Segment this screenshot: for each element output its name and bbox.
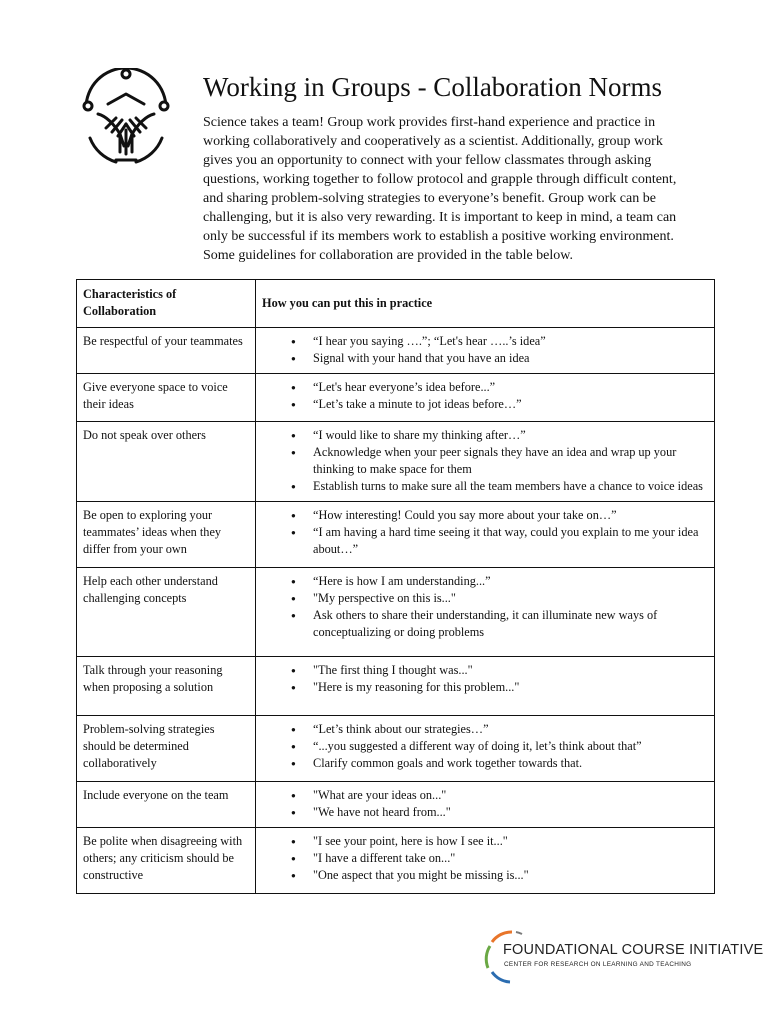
table-row xyxy=(77,716,715,782)
table-row xyxy=(77,374,715,422)
practice-item: ● "We have not heard from..." xyxy=(313,804,708,821)
practice-item: ● “Here is how I am understanding...” xyxy=(313,573,708,590)
practice-item: ● “Let’s think about our strategies…” xyxy=(313,721,708,738)
characteristic-cell: Help each other understand challenging concepts xyxy=(77,568,256,657)
practice-item: ● "The first thing I thought was..." xyxy=(313,662,708,679)
practice-item: ● “I am having a hard time seeing it that way, could you explain to me your idea about…” xyxy=(313,524,708,558)
table-row xyxy=(77,828,715,894)
intro-paragraph: Science takes a team! Group work provides first-hand experience and practice in working collaboratively and cooperatively as a scientist. Additionally, group work gives you an opportunity to connect with your fellow classmates through asking questions, working together to follow protocol and grapple through difficult content, and sharing problem-solving strategies to everyone’s benefit. Group work can be challenging, but it is also very rewarding. It is important to keep in mind, a team can only be successful if its members work to establish a positive working environment. Some guidelines for collaboration are provided in the table below. xyxy=(203,115,677,263)
practice-cell xyxy=(256,782,715,828)
table-row xyxy=(77,657,715,716)
characteristic-cell: Be polite when disagreeing with others; any criticism should be constructive xyxy=(77,828,256,894)
practice-item: ● "I see your point, here is how I see it..." xyxy=(313,833,708,850)
practice-item: ● Establish turns to make sure all the team members have a chance to voice ideas xyxy=(313,478,708,495)
table-row xyxy=(77,782,715,828)
table-row xyxy=(77,502,715,568)
practice-item: ● Ask others to share their understanding, it can illuminate new ways of conceptualizing or doing problems xyxy=(313,607,708,641)
fci-org-name: FOUNDATIONAL COURSE INITIATIVE xyxy=(503,942,764,958)
characteristic-cell: Include everyone on the team xyxy=(77,782,256,828)
practice-item: ● “Let’s take a minute to jot ideas before…” xyxy=(313,396,708,413)
teamwork-hands-icon xyxy=(76,68,176,168)
table-row xyxy=(77,422,715,502)
table-header-row xyxy=(77,280,715,328)
practice-cell xyxy=(256,502,715,568)
practice-item: ● “Let's hear everyone’s idea before...” xyxy=(313,379,708,396)
fci-footer-logo xyxy=(482,928,764,986)
practice-cell xyxy=(256,422,715,502)
practice-cell xyxy=(256,374,715,422)
characteristic-cell: Be open to exploring your teammates’ ideas when they differ from your own xyxy=(77,502,256,568)
practice-cell xyxy=(256,657,715,716)
practice-item: ● "Here is my reasoning for this problem..." xyxy=(313,679,708,696)
characteristic-cell: Be respectful of your teammates xyxy=(77,328,256,374)
practice-item: ● "I have a different take on..." xyxy=(313,850,708,867)
practice-item: ● Clarify common goals and work together towards that. xyxy=(313,755,708,772)
characteristic-cell: Talk through your reasoning when proposing a solution xyxy=(77,657,256,716)
characteristic-cell: Give everyone space to voice their ideas xyxy=(77,374,256,422)
collaboration-norms-table xyxy=(76,279,715,894)
practice-item: ● “I hear you saying ….”; “Let's hear …..’s idea” xyxy=(313,333,708,350)
practice-cell xyxy=(256,568,715,657)
practice-cell xyxy=(256,328,715,374)
practice-item: ● "My perspective on this is..." xyxy=(313,590,708,607)
practice-item: ● Acknowledge when your peer signals they have an idea and wrap up your thinking to make space for them xyxy=(313,444,708,478)
characteristic-cell: Problem-solving strategies should be determined collaboratively xyxy=(77,716,256,782)
practice-cell xyxy=(256,716,715,782)
practice-item: ● "What are your ideas on..." xyxy=(313,787,708,804)
column-header-practice: How you can put this in practice xyxy=(256,280,715,328)
practice-item: ● Signal with your hand that you have an idea xyxy=(313,350,708,367)
table-row xyxy=(77,568,715,657)
characteristic-cell: Do not speak over others xyxy=(77,422,256,502)
practice-item: ● “I would like to share my thinking after…” xyxy=(313,427,708,444)
table-row xyxy=(77,328,715,374)
column-header-characteristics: Characteristics of Collaboration xyxy=(77,280,256,328)
practice-item: ● “...you suggested a different way of doing it, let’s think about that” xyxy=(313,738,708,755)
practice-item: ● “How interesting! Could you say more about your take on…” xyxy=(313,507,708,524)
page-title: Working in Groups - Collaboration Norms xyxy=(203,72,663,102)
practice-item: ● "One aspect that you might be missing is..." xyxy=(313,867,708,884)
fci-org-subtitle: CENTER FOR RESEARCH ON LEARNING AND TEACHING xyxy=(504,961,692,968)
practice-cell xyxy=(256,828,715,894)
